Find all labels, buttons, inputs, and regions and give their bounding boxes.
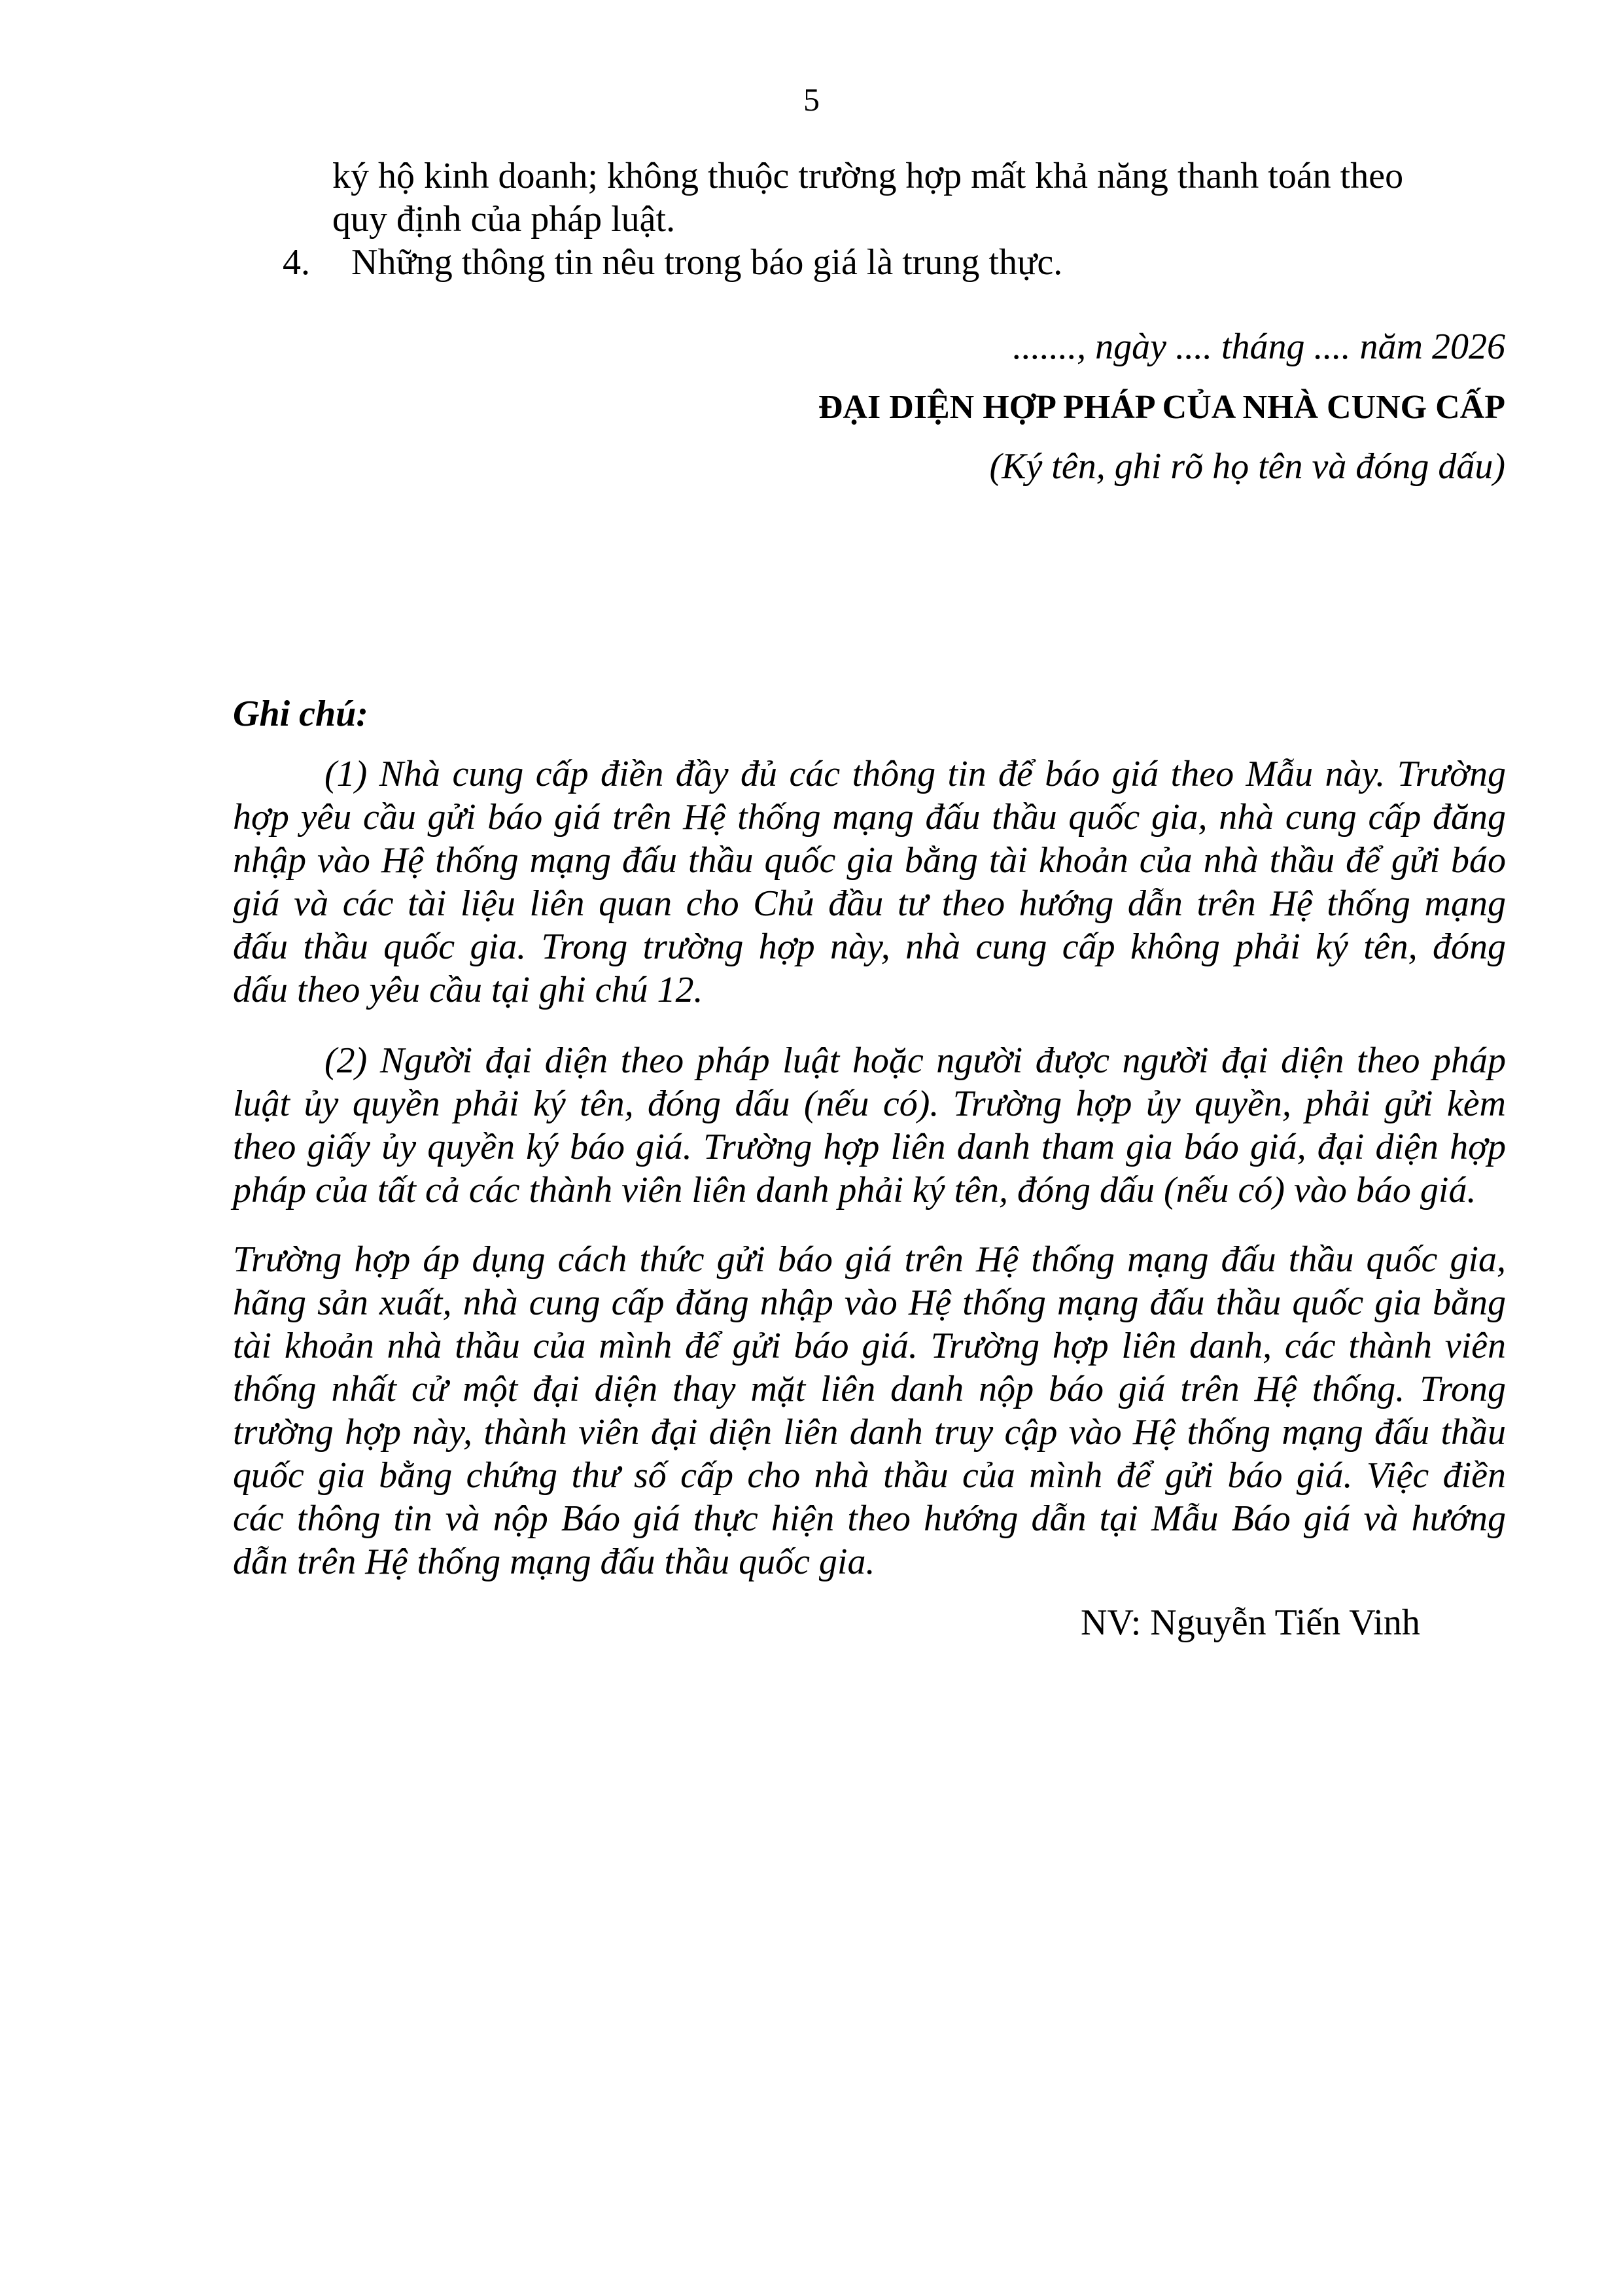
note-1-line: dấu theo yêu cầu tại ghi chú 12.: [233, 970, 703, 1010]
list-item-4-text: Những thông tin nêu trong báo giá là trung thực.: [351, 242, 1063, 283]
page-number: 5: [803, 81, 820, 118]
note-2-line: luật ủy quyền phải ký tên, đóng dấu (nếu có). Trường hợp ủy quyền, phải gửi kèm: [233, 1084, 1506, 1124]
note-3-line: hãng sản xuất, nhà cung cấp đăng nhập vào Hệ thống mạng đấu thầu quốc gia bằng: [233, 1282, 1506, 1323]
note-1-line: giá và các tài liệu liên quan cho Chủ đầu tư theo hướng dẫn trên Hệ thống mạng: [233, 883, 1506, 924]
list-item-4-number: 4.: [283, 242, 310, 283]
note-1-line: hợp yêu cầu gửi báo giá trên Hệ thống mạng đấu thầu quốc gia, nhà cung cấp đăng: [233, 797, 1506, 838]
note-3-line: các thông tin và nộp Báo giá thực hiện theo hướng dẫn tại Mẫu Báo giá và hướng: [233, 1498, 1506, 1539]
notes-heading: Ghi chú:: [233, 694, 368, 734]
note-1-line: đấu thầu quốc gia. Trong trường hợp này, nhà cung cấp không phải ký tên, đóng: [233, 927, 1506, 967]
note-3-line: trường hợp này, thành viên đại diện liên danh truy cập vào Hệ thống mạng đấu thầu: [233, 1412, 1506, 1453]
signature-title: ĐẠI DIỆN HỢP PHÁP CỦA NHÀ CUNG CẤP: [818, 389, 1505, 426]
note-2-line: theo giấy ủy quyền ký báo giá. Trường hợp liên danh tham gia báo giá, đại diện hợp: [233, 1127, 1506, 1167]
note-2-line: pháp của tất cả các thành viên liên danh phải ký tên, đóng dấu (nếu có) vào báo giá.: [233, 1170, 1476, 1210]
staff-name: NV: Nguyễn Tiến Vinh: [1081, 1602, 1420, 1643]
note-3-line: dẫn trên Hệ thống mạng đấu thầu quốc gia.: [233, 1542, 875, 1582]
note-3-line: Trường hợp áp dụng cách thức gửi báo giá trên Hệ thống mạng đấu thầu quốc gia,: [233, 1239, 1506, 1280]
list-item-3-continuation-line-2: quy định của pháp luật.: [332, 199, 676, 239]
note-3-line: thống nhất cử một đại diện thay mặt liên danh nộp báo giá trên Hệ thống. Trong: [233, 1369, 1506, 1409]
signature-date-line: ......., ngày .... tháng .... năm 2026: [1013, 327, 1505, 367]
note-3-line: quốc gia bằng chứng thư số cấp cho nhà thầu của mình để gửi báo giá. Việc điền: [233, 1455, 1506, 1496]
signature-instruction: (Ký tên, ghi rõ họ tên và đóng dấu): [989, 446, 1505, 487]
note-3-line: tài khoản nhà thầu của mình để gửi báo giá. Trường hợp liên danh, các thành viên: [233, 1326, 1506, 1366]
list-item-3-continuation-line-1: ký hộ kinh doanh; không thuộc trường hợp mất khả năng thanh toán theo: [332, 156, 1404, 196]
note-2-line: (2) Người đại diện theo pháp luật hoặc người được người đại diện theo pháp: [324, 1040, 1506, 1081]
note-1-line: nhập vào Hệ thống mạng đấu thầu quốc gia bằng tài khoản của nhà thầu để gửi báo: [233, 840, 1506, 881]
note-1-line: (1) Nhà cung cấp điền đầy đủ các thông tin để báo giá theo Mẫu này. Trường: [324, 754, 1506, 794]
